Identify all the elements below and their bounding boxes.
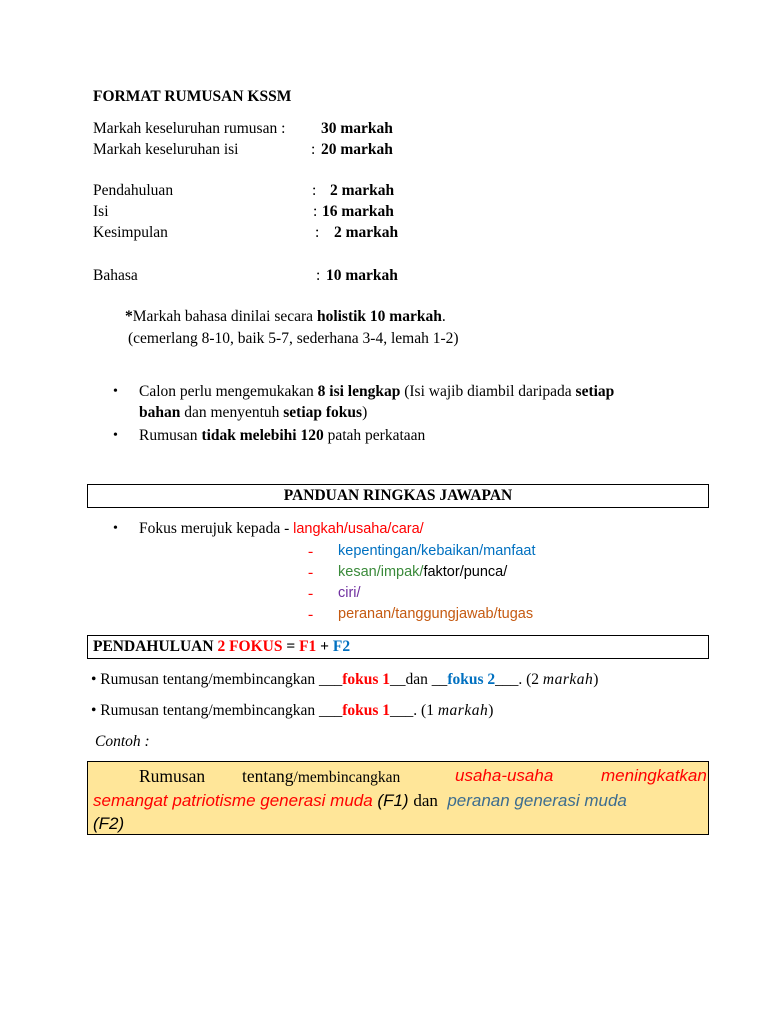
fokus-intro: Fokus merujuk kepada -	[139, 520, 294, 537]
pend-plus: +	[316, 638, 333, 655]
ex-l2d: peranan generasi muda	[447, 791, 627, 810]
summary-isi-label: Markah keseluruhan isi	[93, 141, 239, 158]
l2-c: ___. (1	[390, 702, 438, 719]
pendahuluan-label: Pendahuluan	[93, 182, 174, 199]
b1-g: setiap fokus	[283, 404, 363, 421]
summary-rumusan-label: Markah keseluruhan rumusan :	[93, 120, 286, 137]
b1-d: setiap	[575, 383, 615, 400]
pend-eq: =	[282, 638, 300, 655]
l2-d: markah	[437, 702, 489, 719]
bahasa-label: Bahasa	[93, 267, 138, 284]
b2-b: tidak melebihi 120	[201, 427, 324, 444]
pend-f1: F1	[299, 638, 317, 655]
l1-e: ___. (2	[495, 671, 543, 688]
bullet-2	[139, 427, 425, 445]
panduan-box	[87, 484, 709, 508]
fokus-item-3: ciri/	[338, 585, 361, 601]
bullet-icon: •	[113, 521, 118, 536]
ex-w4: usaha-usaha	[455, 766, 554, 785]
isi-colon: :	[313, 203, 318, 220]
l1-g: )	[593, 671, 599, 688]
fokus-item-1: kepentingan/kebaikan/manfaat	[338, 543, 536, 559]
pend-label: PENDAHULUAN	[93, 638, 218, 655]
l1-c: __dan __	[390, 671, 448, 688]
pendahuluan-colon: :	[312, 182, 317, 199]
bullet-icon: •	[113, 384, 118, 399]
dash-4: -	[308, 606, 314, 623]
contoh-label: Contoh :	[95, 733, 150, 750]
ex-w5: meningkatkan	[601, 766, 707, 785]
bullet-1-line-2	[139, 404, 367, 422]
pendahuluan-box	[87, 635, 709, 659]
pendahuluan-heading	[93, 638, 350, 656]
fokus-item-2b: faktor/punca/	[423, 564, 508, 580]
b1-f: dan menyentuh	[180, 404, 284, 421]
dash-1: -	[308, 543, 314, 560]
isi-label: Isi	[93, 203, 109, 220]
rumusan-line-2	[91, 702, 493, 720]
kesimpulan-label: Kesimpulan	[93, 224, 168, 241]
note-line-1	[125, 308, 446, 326]
note-prefix: Markah bahasa dinilai secara	[132, 308, 317, 325]
ex-line3: (F2)	[93, 814, 125, 833]
l2-b: fokus 1	[342, 702, 391, 719]
kesimpulan-value: 2 markah	[334, 224, 399, 241]
ex-l2c: dan	[413, 791, 438, 810]
fokus-item-2a: kesan/impak/	[338, 564, 424, 580]
bahasa-colon: :	[316, 267, 321, 284]
b1-b: 8 isi lengkap	[317, 383, 401, 400]
ex-w2	[242, 766, 400, 787]
b1-c: (Isi wajib diambil daripada	[400, 383, 576, 400]
pendahuluan-value: 2 markah	[330, 182, 395, 199]
page-title: FORMAT RUMUSAN KSSM	[93, 88, 292, 105]
kesimpulan-colon: :	[315, 224, 320, 241]
pend-f2: F2	[332, 638, 351, 655]
ex-w3: /membincangkan	[293, 769, 401, 786]
l1-a: • Rumusan tentang/membincangkan ___	[91, 671, 343, 688]
dash-3: -	[308, 585, 314, 602]
ex-l2b: (F1)	[372, 791, 414, 810]
dash-2: -	[308, 564, 314, 581]
b1-h: )	[362, 404, 368, 421]
bahasa-value: 10 markah	[326, 267, 398, 284]
l1-f: markah	[542, 671, 594, 688]
fokus-first: langkah/usaha/cara/	[293, 521, 424, 537]
summary-isi-value: 20 markah	[321, 141, 393, 158]
summary-isi-colon: :	[311, 141, 316, 158]
ex-w2a: tentang	[242, 766, 294, 786]
fokus-item-2	[338, 564, 507, 580]
bullet-1-line-1	[139, 383, 614, 401]
isi-value: 16 markah	[322, 203, 394, 220]
summary-rumusan-value: 30 markah	[321, 120, 393, 137]
l2-e: )	[488, 702, 494, 719]
bullet-icon: •	[113, 428, 118, 443]
l1-d: fokus 2	[447, 671, 496, 688]
ex-line2	[93, 791, 627, 811]
l1-b: fokus 1	[342, 671, 391, 688]
example-box	[87, 761, 709, 835]
l2-a: • Rumusan tentang/membincangkan ___	[91, 702, 343, 719]
note-line-2: (cemerlang 8-10, baik 5-7, sederhana 3-4, lemah 1-2)	[128, 330, 459, 347]
b1-e: bahan	[139, 404, 181, 421]
fokus-item-4: peranan/tanggungjawab/tugas	[338, 606, 534, 622]
b2-a: Rumusan	[139, 427, 202, 444]
panduan-title: PANDUAN RINGKAS JAWAPAN	[283, 487, 513, 504]
b1-a: Calon perlu mengemukakan	[139, 383, 318, 400]
note-suffix: .	[441, 308, 446, 325]
b2-c: patah perkataan	[323, 427, 426, 444]
pend-fokus: 2 FOKUS	[217, 638, 283, 655]
ex-l2a: semangat patriotisme generasi muda	[93, 791, 373, 810]
note-star: *	[125, 308, 133, 325]
rumusan-line-1	[91, 671, 598, 689]
ex-w1: Rumusan	[139, 766, 206, 786]
note-bold: holistik 10 markah	[316, 308, 442, 325]
fokus-intro-line	[139, 520, 424, 538]
